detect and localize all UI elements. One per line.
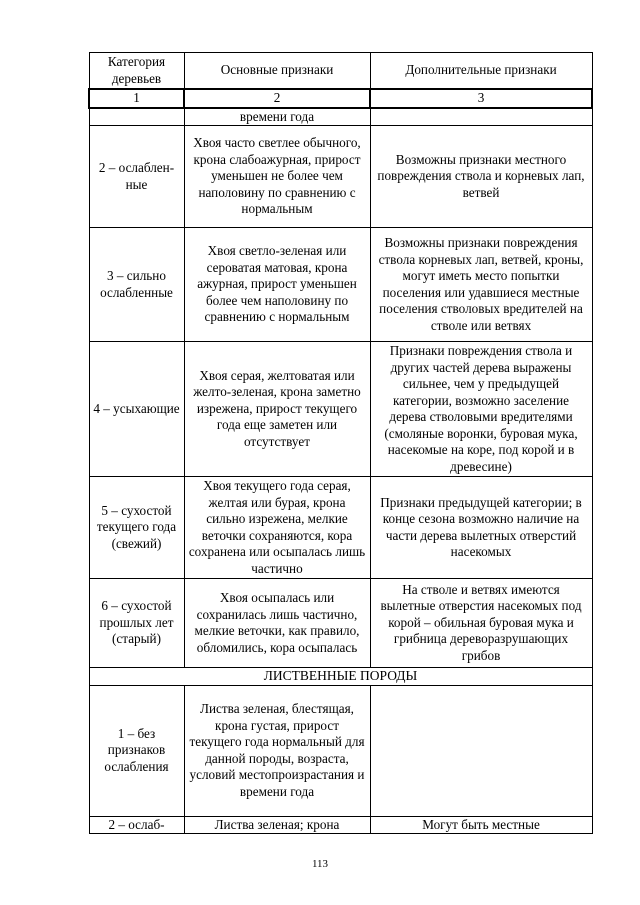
category-cell: 4 – усыхающие bbox=[89, 342, 184, 477]
header-category: Категория деревьев bbox=[89, 53, 184, 90]
section-row bbox=[89, 668, 592, 686]
main-signs-cell: Хвоя осыпалась или сохранилась лишь частично, мелкие веточки, как правило, обломились, кора осыпалась bbox=[184, 579, 370, 668]
main-signs-cell: Хвоя светло-зеленая или сероватая матовая, крона ажурная, прирост уменьшен более чем наполовину по сравнению с нормальным bbox=[184, 228, 370, 342]
main-signs-cell: Листва зеленая; крона bbox=[184, 816, 370, 834]
category-cell: 6 – сухостой прошлых лет (старый) bbox=[89, 579, 184, 668]
category-cell: 2 – ослаб- bbox=[89, 816, 184, 834]
table-row bbox=[89, 685, 592, 816]
column-number: 1 bbox=[89, 89, 184, 108]
extra-signs-cell: Могут быть местные bbox=[370, 816, 592, 834]
category-cell: 3 – сильно ослабленные bbox=[89, 228, 184, 342]
main-signs-cell: Хвоя серая, желтоватая или желто-зеленая, крона заметно изрежена, прирост текущего года еще заметен или отсутствует bbox=[184, 342, 370, 477]
table-header-row bbox=[89, 53, 592, 90]
table-row bbox=[89, 816, 592, 834]
main-signs-cell: Хвоя часто светлее обычного, крона слабоажурная, прирост уменьшен не более чем наполовину по сравнению с нормальным bbox=[184, 126, 370, 228]
extra-signs-cell: Возможны признаки местного повреждения ствола и корневых лап, ветвей bbox=[370, 126, 592, 228]
extra-signs-cell: Признаки предыдущей категории; в конце сезона возможно наличие на части дерева вылетных отверстий насекомых bbox=[370, 477, 592, 579]
column-number: 3 bbox=[370, 89, 592, 108]
page-number: 113 bbox=[311, 858, 329, 870]
category-cell: 2 – ослаблен-ные bbox=[89, 126, 184, 228]
table-row bbox=[89, 342, 592, 477]
table-row bbox=[89, 228, 592, 342]
table-row bbox=[89, 108, 592, 126]
category-cell: 5 – сухостой текущего года (свежий) bbox=[89, 477, 184, 579]
tree-category-table bbox=[88, 52, 593, 834]
header-extra-signs: Дополнительные признаки bbox=[370, 53, 592, 90]
continuation-text: времени года bbox=[184, 108, 370, 126]
extra-signs-cell: Признаки повреждения ствола и других частей дерева выражены сильнее, чем у предыдущей категории, возможно заселение дерева стволовыми вредителями (смоляные воронки, буровая мука, насекомые на коре, под корой и в древесине) bbox=[370, 342, 592, 477]
column-number: 2 bbox=[184, 89, 370, 108]
main-signs-cell: Листва зеленая, блестящая, крона густая, прирост текущего года нормальный для данной породы, возраста, условий местопроизрастания и времени года bbox=[184, 685, 370, 816]
section-title: ЛИСТВЕННЫЕ ПОРОДЫ bbox=[89, 668, 592, 686]
header-main-signs: Основные признаки bbox=[184, 53, 370, 90]
extra-signs-cell: Возможны признаки повреждения ствола корневых лап, ветвей, кроны, могут иметь место попытки поселения или удавшиеся местные поселения стволовых вредителей на стволе или ветвях bbox=[370, 228, 592, 342]
column-number-row bbox=[89, 89, 592, 108]
table-row bbox=[89, 477, 592, 579]
table-row bbox=[89, 579, 592, 668]
category-cell: 1 – без признаков ослабления bbox=[89, 685, 184, 816]
extra-signs-cell bbox=[370, 685, 592, 816]
extra-signs-cell: На стволе и ветвях имеются вылетные отверстия насекомых под корой – обильная буровая мука и грибница дереворазрушающих грибов bbox=[370, 579, 592, 668]
table-row bbox=[89, 126, 592, 228]
main-signs-cell: Хвоя текущего года серая, желтая или бурая, крона сильно изрежена, мелкие веточки сохраняются, кора сохранена или осыпалась лишь частично bbox=[184, 477, 370, 579]
